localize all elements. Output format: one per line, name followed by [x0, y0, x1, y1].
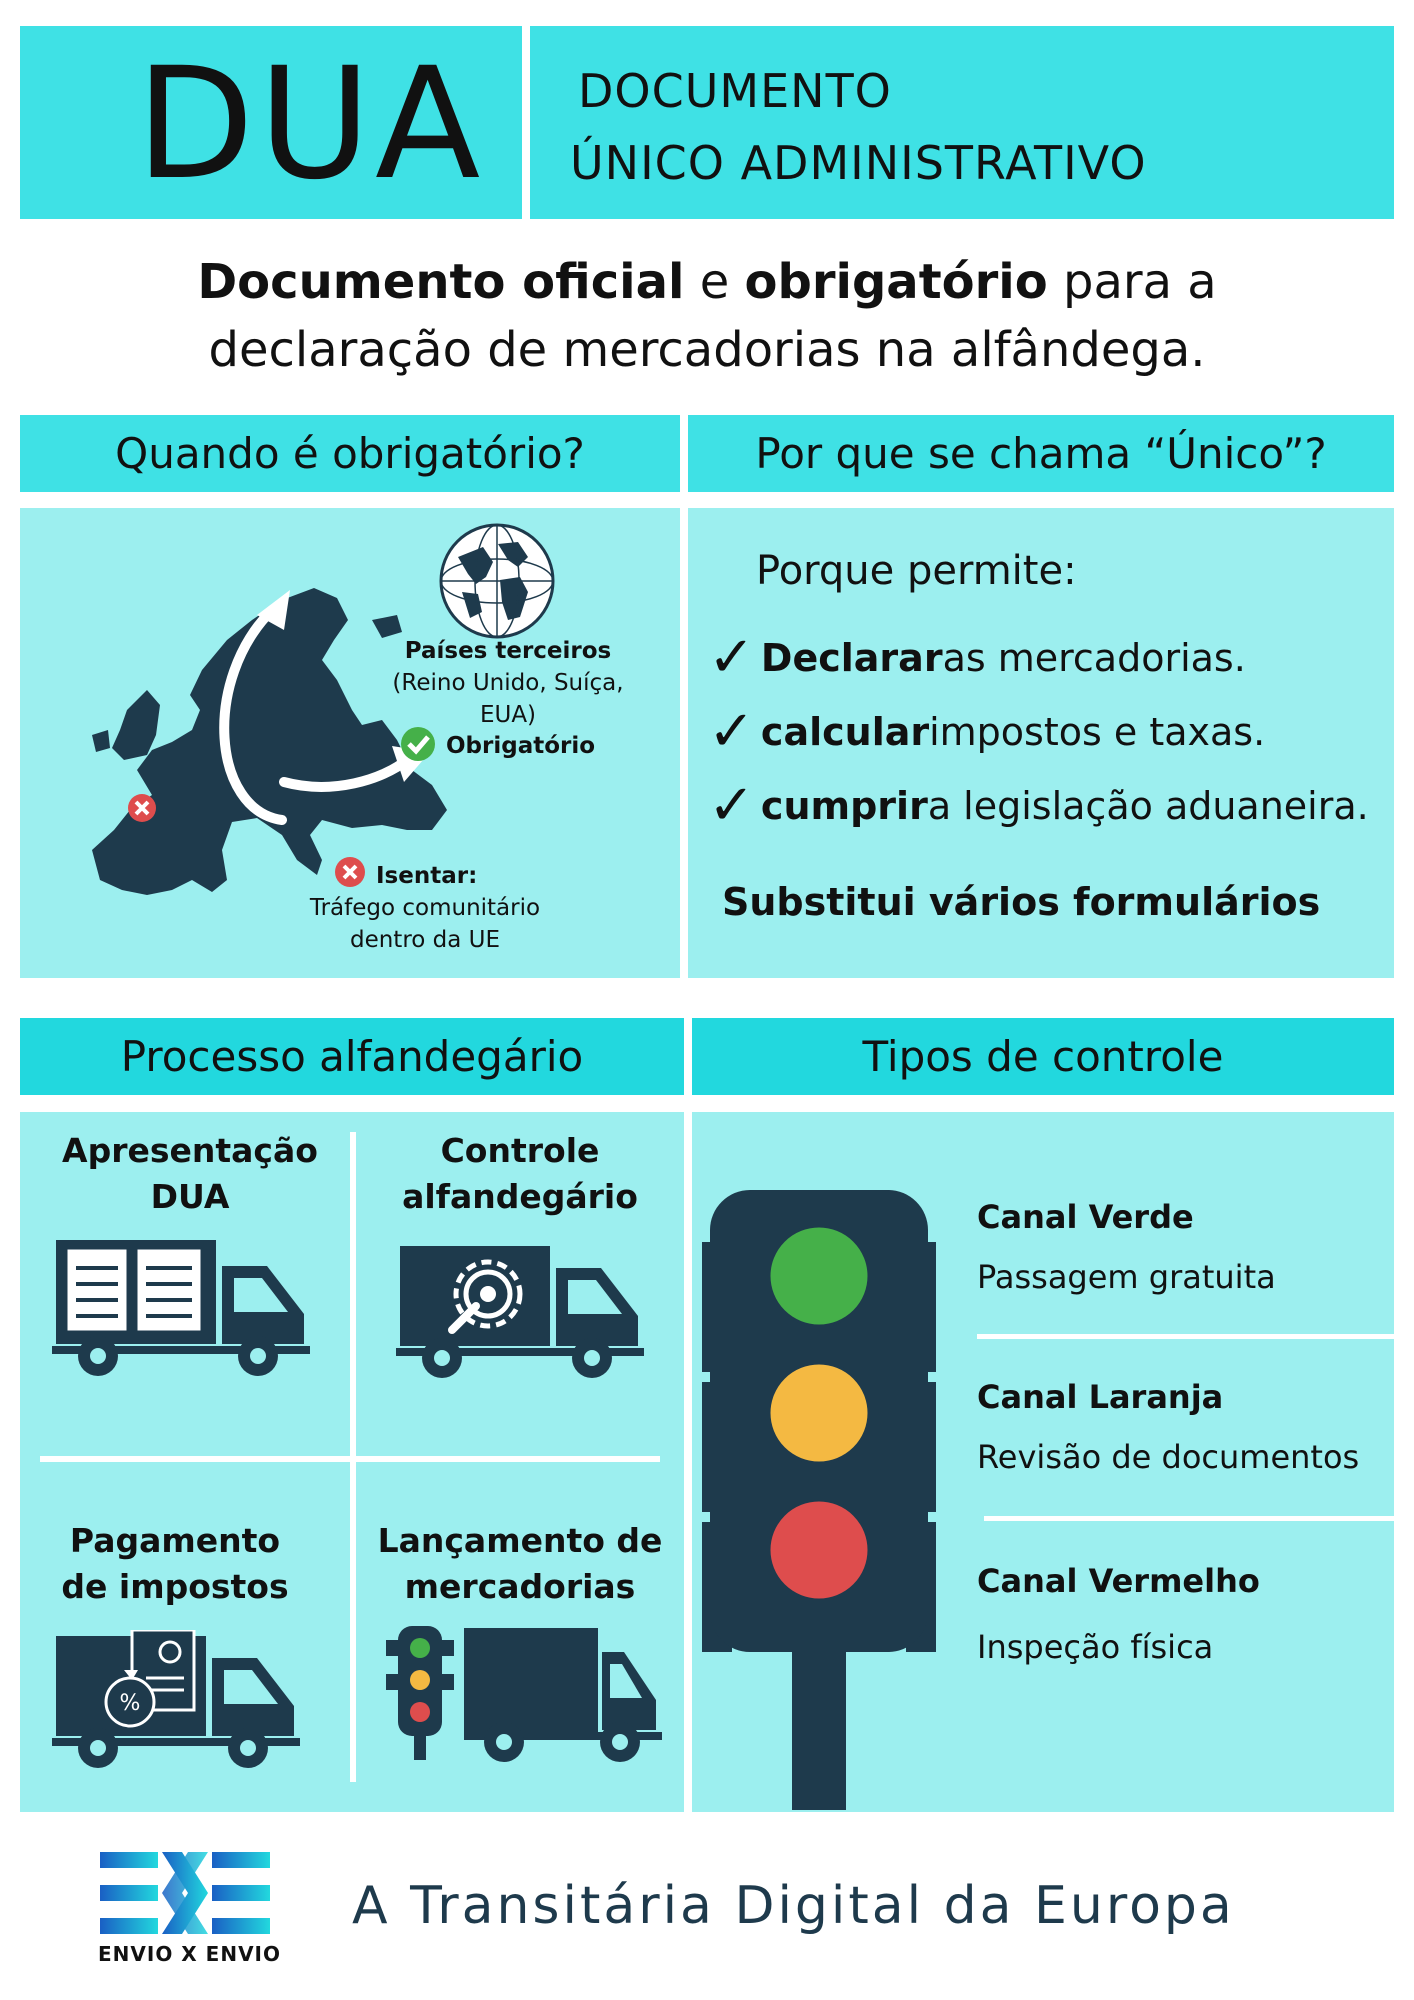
why-item-1-rest: as mercadorias.: [942, 636, 1246, 680]
channel-red-title: Canal Vermelho: [977, 1562, 1260, 1600]
exempt-desc-1: Tráfego comunitário: [309, 895, 541, 921]
truck-gear-icon: [396, 1240, 646, 1380]
channel-orange-desc: Revisão de documentos: [977, 1438, 1360, 1476]
truck-documents-icon: [52, 1238, 312, 1378]
why-item-1: [708, 625, 1246, 690]
checkmark-icon: ✓: [708, 773, 755, 838]
header-subtitle-line1: DOCUMENTO: [578, 64, 892, 118]
red-light: [769, 1500, 869, 1600]
why-item-2: [708, 699, 1266, 764]
header-title: DUA: [135, 35, 485, 214]
orange-light: [769, 1363, 869, 1463]
mandatory-label: Obrigatório: [446, 733, 596, 759]
envio-logo-icon: [100, 1852, 270, 1934]
channel-orange-title: Canal Laranja: [977, 1378, 1224, 1416]
intro-text: [0, 248, 1414, 384]
process-heading: Processo alfandegário: [20, 1018, 684, 1095]
step-4-line-2: mercadorias: [404, 1567, 636, 1606]
step-1-line-2: DUA: [150, 1177, 230, 1216]
exempt-desc-2: dentro da UE: [349, 927, 501, 953]
when-heading: Quando é obrigatório?: [20, 415, 680, 492]
step-4-line-1: Lançamento de: [377, 1521, 663, 1560]
header-subtitle-line2: ÚNICO ADMINISTRATIVO: [570, 136, 1147, 190]
third-countries-title: Países terceiros: [404, 638, 612, 664]
step-4-title: [370, 1518, 670, 1610]
logo-text: ENVIO X ENVIO: [98, 1942, 281, 1966]
why-intro: Porque permite:: [756, 548, 1077, 594]
exempt-x-icon: [334, 856, 366, 888]
step-2-line-2: alfandegário: [402, 1177, 638, 1216]
why-footer: Substitui vários formulários: [722, 880, 1321, 924]
step-3-title: [30, 1518, 320, 1610]
truck-money-icon: [52, 1630, 302, 1770]
channel-green-desc: Passagem gratuita: [977, 1258, 1276, 1296]
intro-text-1: e: [684, 254, 745, 310]
step-3-line-2: de impostos: [61, 1567, 289, 1606]
why-heading: Por que se chama “Único”?: [688, 415, 1394, 492]
green-light: [769, 1226, 869, 1326]
channel-red-desc: Inspeção física: [977, 1628, 1214, 1666]
intro-line-2: declaração de mercadorias na alfândega.: [208, 322, 1206, 378]
svg-text:%: %: [119, 1691, 141, 1716]
channel-divider-2: [984, 1516, 1394, 1521]
why-item-3-rest: a legislação aduaneira.: [927, 784, 1369, 828]
globe-icon: [438, 522, 556, 640]
intro-text-2: para a: [1047, 254, 1217, 310]
why-item-2-rest: impostos e taxas.: [929, 710, 1266, 754]
process-divider-horizontal: [40, 1456, 660, 1462]
why-item-3: [708, 773, 1369, 838]
checkmark-icon: ✓: [708, 699, 755, 764]
checkmark-icon: ✓: [708, 625, 755, 690]
traffic-light-icon: [692, 1170, 950, 1810]
why-item-2-bold: calcular: [760, 710, 930, 754]
step-1-title: [40, 1128, 340, 1220]
step-3-line-1: Pagamento: [69, 1521, 281, 1560]
check-circle-icon: [400, 726, 436, 762]
step-2-line-1: Controle: [440, 1131, 600, 1170]
intro-bold-2: obrigatório: [744, 254, 1048, 310]
why-item-3-bold: cumprir: [760, 784, 928, 828]
controls-heading: Tipos de controle: [692, 1018, 1394, 1095]
channel-divider-1: [977, 1334, 1394, 1339]
why-item-1-bold: Declarar: [760, 636, 943, 680]
step-2-title: [370, 1128, 670, 1220]
intro-line-1: [0, 248, 1414, 316]
third-countries-desc-2: EUA): [479, 702, 537, 728]
channel-green-title: Canal Verde: [977, 1198, 1194, 1236]
footer-tagline: A Transitária Digital da Europa: [352, 1876, 1235, 1936]
exempt-title: Isentar:: [376, 863, 478, 889]
step-1-line-1: Apresentação: [62, 1131, 318, 1170]
intro-bold-1: Documento oficial: [197, 254, 685, 310]
third-countries-desc-1: (Reino Unido, Suíça,: [392, 670, 624, 696]
truck-traffic-light-icon: [384, 1624, 664, 1764]
